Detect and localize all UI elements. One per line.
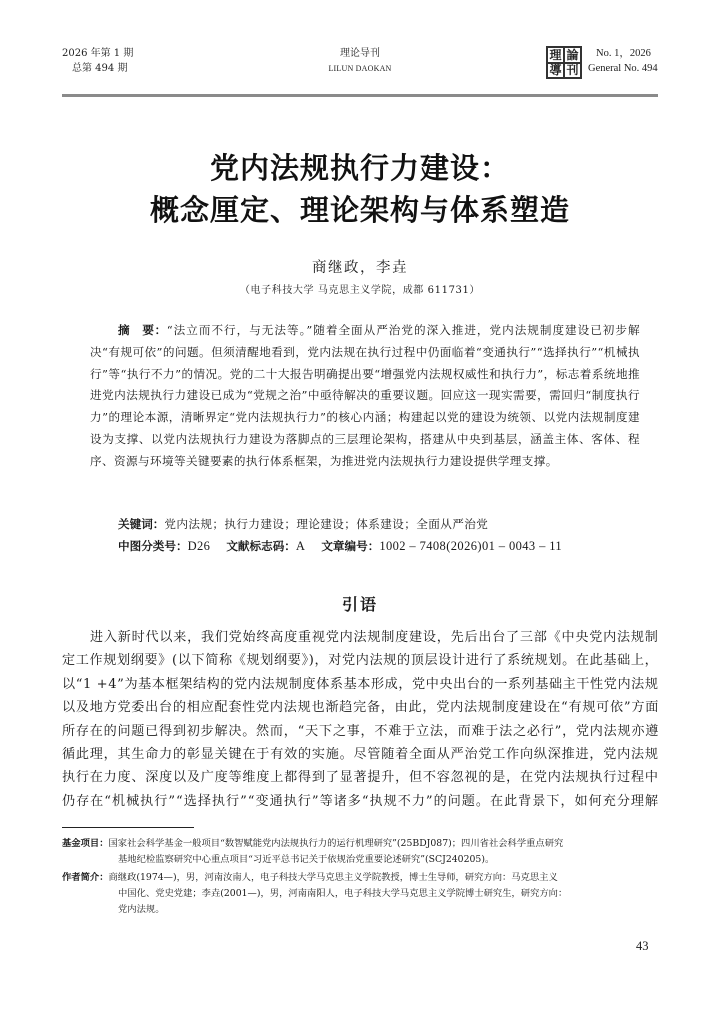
logo-char: 刊 bbox=[564, 63, 581, 79]
clc-label: 中图分类号： bbox=[118, 539, 188, 553]
body-line: 执行在力度、深度以及广度等维度上都得到了显著提升，但不容忽视的是，在党内法规执行过程中 bbox=[62, 770, 659, 786]
journal-name-en: LILUN DAOKAN bbox=[328, 64, 392, 73]
keywords-label: 关键词： bbox=[118, 517, 165, 531]
article-affiliation: （电子科技大学 马克思主义学院，成都 611731） bbox=[239, 285, 481, 296]
header-issue-info-en bbox=[588, 46, 658, 76]
logo-char: 導 bbox=[547, 63, 564, 79]
article-no-value: 1002 – 7408(2026)01 – 0043 – 11 bbox=[379, 539, 563, 553]
footnote-fund bbox=[62, 836, 658, 868]
logo-char: 論 bbox=[564, 47, 581, 63]
journal-name-cn: 理论导刊 bbox=[340, 48, 380, 59]
keywords-text: 党内法规；执行力建设；理论建设；体系建设；全面从严治党 bbox=[164, 517, 489, 531]
doc-code-value: A bbox=[295, 539, 306, 553]
fund-label: 基金项目： bbox=[62, 838, 109, 849]
body-line: 循此理，其生命力的彰显关键在于有效的实施。尽管随着全面从严治党工作向纵深推进，党内法规 bbox=[62, 747, 659, 763]
body-line: 以及地方党委出台的相应配套性党内法规也渐趋完备，由此，党内法规制度建设在“有规可依”方面 bbox=[62, 700, 660, 716]
classification-info bbox=[118, 536, 562, 556]
author-bio-label: 作者简介： bbox=[62, 872, 109, 883]
header-general-no: General No. 494 bbox=[588, 63, 658, 74]
article-no-label: 文章编号： bbox=[321, 539, 380, 553]
logo-char: 理 bbox=[547, 47, 564, 63]
header-issue-no: No. 1，2026 bbox=[596, 48, 651, 59]
article-title-line2: 概念厘定、理论架构与体系塑造 bbox=[149, 193, 570, 227]
article-authors: 商继政，李垚 bbox=[312, 260, 408, 276]
page-number: 43 bbox=[636, 939, 649, 953]
section-heading: 引语 bbox=[341, 595, 378, 614]
body-line: 仍存在“机械执行”“选择执行”“变通执行”等诸多“执规不力”的问题。在此背景下，如何充分理解 bbox=[62, 793, 660, 809]
body-line: 所存在的问题已得到初步解决。然而，“天下之事，不难于立法，而难于法之必行”，党内法规亦遵 bbox=[62, 723, 660, 739]
header-divider bbox=[62, 94, 658, 97]
doc-code-label: 文献标志码： bbox=[226, 539, 296, 553]
author-bio-text: 商继政(1974—)，男，河南汝南人，电子科技大学马克思主义学院教授，博士生导师，研究方向：马克思主义 bbox=[108, 872, 558, 883]
keywords bbox=[118, 514, 488, 534]
abstract-text: “法立而不行，与无法等。”随着全面从严治党的深入推进，党内法规制度建设已初步解决“有规可依”的问题。但须清醒地看到，党内法规在执行过程中仍面临着“变通执行”“选择执行”“机械执行”等“执行不力”的情况。党的二十大报告明确提出要“增强党内法规权威性和执行力”，标志着系统地推进党内法规执行力建设已成为“党规之治”中亟待解决的重要议题。回应这一现实需要，需回归“制度执行力”的理论本源，清晰界定“党内法规执行力”的核心内涵；构建起以党的建设为统领、以党内法规制度建设为支撑、以党内法规执行力建设为落脚点的三层理论架构，搭建从中央到基层，涵盖主体、客体、程序、资源与环境等关键要素的执行体系框架，为推进党内法规执行力建设提供学理支撑。 bbox=[90, 323, 640, 468]
body-line: 以“1 +4”为基本框架结构的党内法规制度体系基本形成，党中央出台的一系列基础主干性党内法规 bbox=[62, 676, 659, 692]
abstract bbox=[90, 320, 640, 473]
abstract-label: 摘 要： bbox=[118, 323, 167, 337]
body-line: 进入新时代以来，我们党始终高度重视党内法规制度建设，先后出台了三部《中央党内法规制 bbox=[90, 630, 659, 645]
body-text bbox=[62, 626, 658, 813]
article-title-line1: 党内法规执行力建设： bbox=[209, 151, 510, 185]
header-issue-year: 2026 年第 1 期 bbox=[62, 48, 134, 59]
journal-logo-icon bbox=[546, 46, 582, 79]
clc-value: D26 bbox=[187, 539, 211, 553]
author-bio-text-cont: 党内法规。 bbox=[118, 904, 165, 915]
footnote-divider bbox=[62, 827, 194, 828]
body-line: 定工作规划纲要》(以下简称《规划纲要》)，对党内法规的顶层设计进行了系统规划。在此基础上， bbox=[62, 653, 659, 669]
header-issue-total: 总第 494 期 bbox=[72, 63, 128, 74]
fund-text-cont: 基地纪检监察研究中心重点项目“习近平总书记关于依规治党重要论述研究”(SCJ240205)。 bbox=[118, 854, 495, 865]
footnote-author bbox=[62, 870, 658, 918]
author-bio-text-cont: 中国化、党史党建；李垚(2001—)，男，河南南阳人，电子科技大学马克思主义学院博士研究生，研究方向： bbox=[118, 888, 568, 899]
fund-text: 国家社会科学基金一般项目“数智赋能党内法规执行力的运行机理研究”(25BDJ087)；四川省社会科学重点研究 bbox=[108, 838, 564, 849]
